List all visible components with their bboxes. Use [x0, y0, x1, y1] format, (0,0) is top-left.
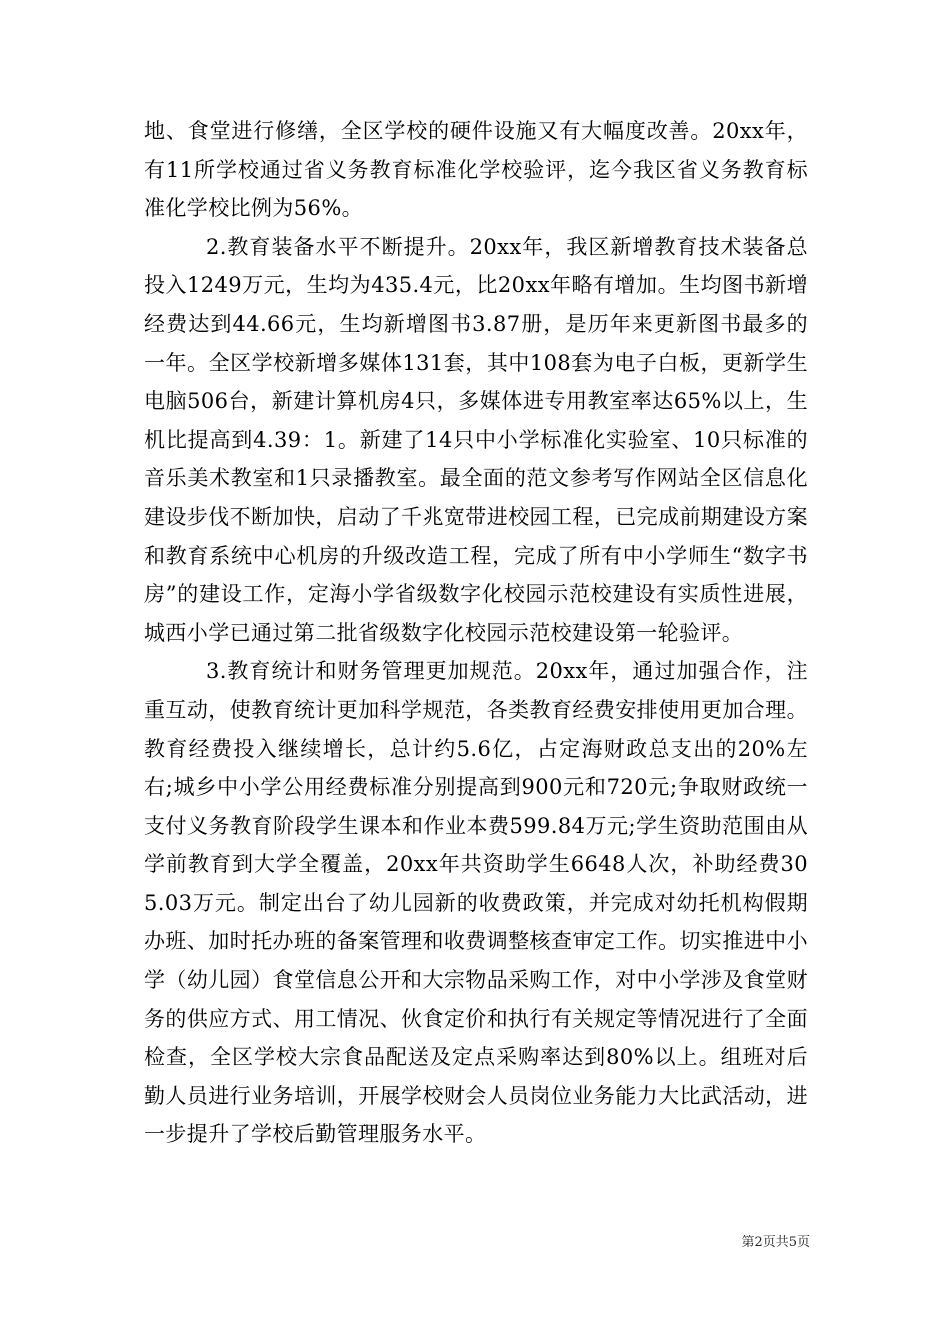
paragraph-continued: 地、食堂进行修缮，全区学校的硬件设施又有大幅度改善。20xx年，有11所学校通过省义务教育标准化学校验评，迄今我区省义务教育标准化学校比例为56%。 [144, 119, 808, 221]
document-body [144, 112, 808, 1154]
paragraph-finance: 3.教育统计和财务管理更加规范。20xx年，通过加强合作，注重互动，使教育统计更加科学规范，各类教育经费安排使用更加合理。教育经费投入继续增长，总计约5.6亿，占定海财政总支出的20%左右;城乡中小学公用经费标准分别提高到900元和720元;争取财政统一支付义务教育阶段学生课本和作业本费599.84万元;学生资助范围由从学前教育到大学全覆盖，20xx年共资助学生6648人次，补助经费305.03万元。制定出台了幼儿园新的收费政策，并完成对幼托机构假期办班、加时托办班的备案管理和收费调整核查审定工作。切实推进中小学（幼儿园）食堂信息公开和大宗物品采购工作，对中小学涉及食堂财务的供应方式、用工情况、伙食定价和执行有关规定等情况进行了全面检查，全区学校大宗食品配送及定点采购率达到80%以上。组班对后勤人员进行业务培训，开展学校财会人员岗位业务能力大比武活动，进一步提升了学校后勤管理服务水平。 [144, 659, 808, 1147]
paragraph-equipment: 2.教育装备水平不断提升。20xx年，我区新增教育技术装备总投入1249万元，生均为435.4元，比20xx年略有增加。生均图书新增经费达到44.66元，生均新增图书3.87册，是历年来更新图书最多的一年。全区学校新增多媒体131套，其中108套为电子白板，更新学生电脑506台，新建计算机房4只，多媒体进专用教室率达65%以上，生机比提高到4.39：1。新建了14只中小学标准化实验室、10只标准的音乐美术教室和1只录播教室。最全面的范文参考写作网站全区信息化建设步伐不断加快，启动了千兆宽带进校园工程，已完成前期建设方案和教育系统中心机房的升级改造工程，完成了所有中小学师生“数字书房”的建设工作，定海小学省级数字化校园示范校建设有实质性进展，城西小学已通过第二批省级数字化校园示范校建设第一轮验评。 [144, 234, 808, 645]
page-number-footer: 第2页共5页 [741, 1235, 810, 1250]
